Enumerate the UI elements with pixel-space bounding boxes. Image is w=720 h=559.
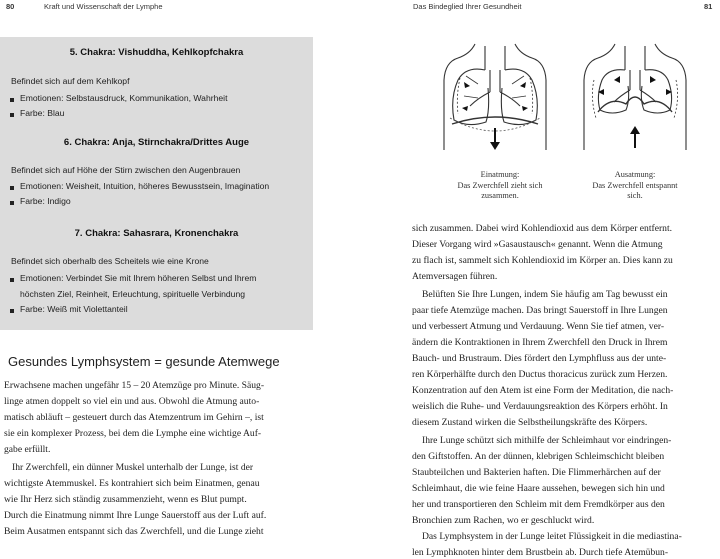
left-running-header: Kraft und Wissenschaft der Lymphe: [44, 2, 163, 11]
chakra5-emotions: Emotionen: Selbstausdruck, Kommunikation, Wahrheit: [20, 93, 228, 103]
body-line: Schleimhaut, die wie feine Haare aussehen, bewegen sich hin und: [412, 483, 665, 494]
body-line: Belüften Sie Ihre Lungen, indem Sie häufig am Tag bewusst ein: [422, 289, 668, 300]
bullet: [10, 309, 14, 313]
exhale-caption-line2: Das Zwerchfell entspannt: [592, 180, 678, 190]
bullet: [10, 201, 14, 205]
body-line: diesem Zustand wirken die Selbstheilungskräfte des Körpers.: [412, 417, 648, 428]
chakra7-location: Befindet sich oberhalb des Scheitels wie eine Krone: [11, 256, 209, 266]
body-line: weislich die Ruhe- und Verdauungsreaktion des Körpers erhöht. In: [412, 401, 668, 412]
body-line: sie ein komplexer Prozess, bei dem die Lymphe eine wichtige Auf-: [4, 428, 262, 439]
inhale-lungs-illustration: [440, 40, 550, 152]
body-line: wichtigste Atemmuskel. Es kontrahiert sich beim Einatmen, genau: [4, 478, 260, 489]
bullet: [10, 113, 14, 117]
body-line: Bauch- und Brustraum. Dies fördert den Lymphfluss aus der unte-: [412, 353, 667, 364]
body-line: Erwachsene machen ungefähr 15 – 20 Atemzüge pro Minute. Säug-: [4, 380, 265, 391]
body-line: gabe erfüllt.: [4, 444, 51, 455]
body-line: Beim Ausatmen entspannt sich das Zwerchfell, und die Lunge zieht: [4, 526, 264, 537]
chakra5-location: Befindet sich auf dem Kehlkopf: [11, 76, 130, 86]
body-line: ändern die Kontraktionen in Ihrem Zwerchfell den Druck in Ihrem: [412, 337, 668, 348]
chakra6-location: Befindet sich auf Höhe der Stirn zwischen den Augenbrauen: [11, 165, 241, 175]
right-page: [360, 0, 720, 558]
body-line: Atemversagen führen.: [412, 271, 498, 282]
body-line: sich zusammen. Dabei wird Kohlendioxid aus dem Körper entfernt.: [412, 223, 673, 234]
exhale-lungs-illustration: [580, 40, 690, 152]
inhale-caption: [450, 170, 550, 202]
chakra5-heading: 5. Chakra: Vishuddha, Kehlkopfchakra: [69, 47, 244, 58]
body-line: Durch die Einatmung nimmt Ihre Lunge Sauerstoff aus der Luft auf.: [4, 510, 267, 521]
right-running-header: Das Bindeglied Ihrer Gesundheit: [413, 2, 522, 11]
body-line: den Giftstoffen. An der dünnen, klebrigen Schleimschicht bleiben: [412, 451, 665, 462]
body-line: Staubteilchen und Bakterien haften. Die Flimmerhärchen auf der: [412, 467, 661, 478]
body-line: Das Lymphsystem in der Lunge leitet Flüssigkeit in die mediastina-: [422, 531, 682, 542]
body-line: her und transportieren den Schleim mit dem Fremdkörper aus den: [412, 499, 665, 510]
body-line: len Lymphknoten hinter dem Brustbein ab. Durch tiefe Atemübun-: [412, 547, 669, 558]
body-line: Dieser Vorgang wird »Gasaustausch« genannt. Wenn die Atmung: [412, 239, 663, 250]
inhale-caption-line2: Das Zwerchfell zieht sich: [457, 180, 543, 190]
body-line: und verbessert Atmung und Verdauung. Wenn Sie tief atmen, ver-: [412, 321, 665, 332]
inhale-caption-line3: zusammen.: [481, 191, 519, 200]
exhale-caption-line3: sich.: [627, 191, 643, 200]
chakra7-color: Farbe: Weiß mit Violettanteil: [20, 304, 128, 314]
body-line: wie Ihr Herz sich ständig zusammenzieht, wenn es Blut pumpt.: [4, 494, 247, 505]
chakra6-heading: 6. Chakra: Anja, Stirnchakra/Drittes Auge: [63, 137, 250, 148]
left-page: [0, 0, 360, 540]
body-line: Konzentration auf den Atem ist eine Form der Meditation, die nach-: [412, 385, 674, 396]
inhale-caption-line1: Einatmung:: [480, 170, 520, 179]
exhale-caption-line1: Ausatmung:: [614, 170, 656, 179]
body-line: zu flach ist, sammelt sich Kohlendioxid im Körper an. Dies kann zu: [412, 255, 673, 266]
bullet: [10, 186, 14, 190]
bullet: [10, 98, 14, 102]
body-line: matisch abläuft – gesteuert durch das Atemzentrum im Gehirn –, ist: [4, 412, 264, 423]
bullet: [10, 278, 14, 282]
body-line: Bronchien zum Rachen, wo er geschluckt wird.: [412, 515, 595, 526]
chakra7-emotions-line2: höchsten Ziel, Reinheit, Erleuchtung, spirituelle Verbindung: [20, 289, 246, 299]
chakra6-color: Farbe: Indigo: [20, 196, 71, 206]
chakra6-emotions: Emotionen: Weisheit, Intuition, höheres Bewusstsein, Imagination: [20, 181, 270, 191]
section-title: Gesundes Lymphsystem = gesunde Atemwege: [8, 354, 280, 369]
chakra5-color: Farbe: Blau: [20, 108, 65, 118]
chakra7-heading: 7. Chakra: Sahasrara, Kronenchakra: [74, 228, 239, 239]
body-line: Ihre Lunge schützt sich mithilfe der Schleimhaut vor eindringen-: [422, 435, 672, 446]
chakra7-emotions-line1: Emotionen: Verbindet Sie mit Ihrem höheren Selbst und Ihrem: [20, 273, 257, 283]
body-line: ren Körperhälfte durch den Ductus thoracicus zurück zum Herzen.: [412, 369, 668, 380]
right-page-number: 81: [704, 2, 713, 11]
left-page-number: 80: [6, 2, 15, 11]
body-line: paar tiefe Atemzüge machen. Das bringt Sauerstoff in Ihre Lungen: [412, 305, 668, 316]
body-line: Ihr Zwerchfell, ein dünner Muskel unterhalb der Lunge, ist der: [12, 462, 254, 473]
exhale-caption: [580, 170, 690, 202]
chakra-info-box: [0, 37, 313, 330]
body-line: linge atmen doppelt so viel ein und aus. Obwohl die Atmung auto-: [4, 396, 260, 407]
